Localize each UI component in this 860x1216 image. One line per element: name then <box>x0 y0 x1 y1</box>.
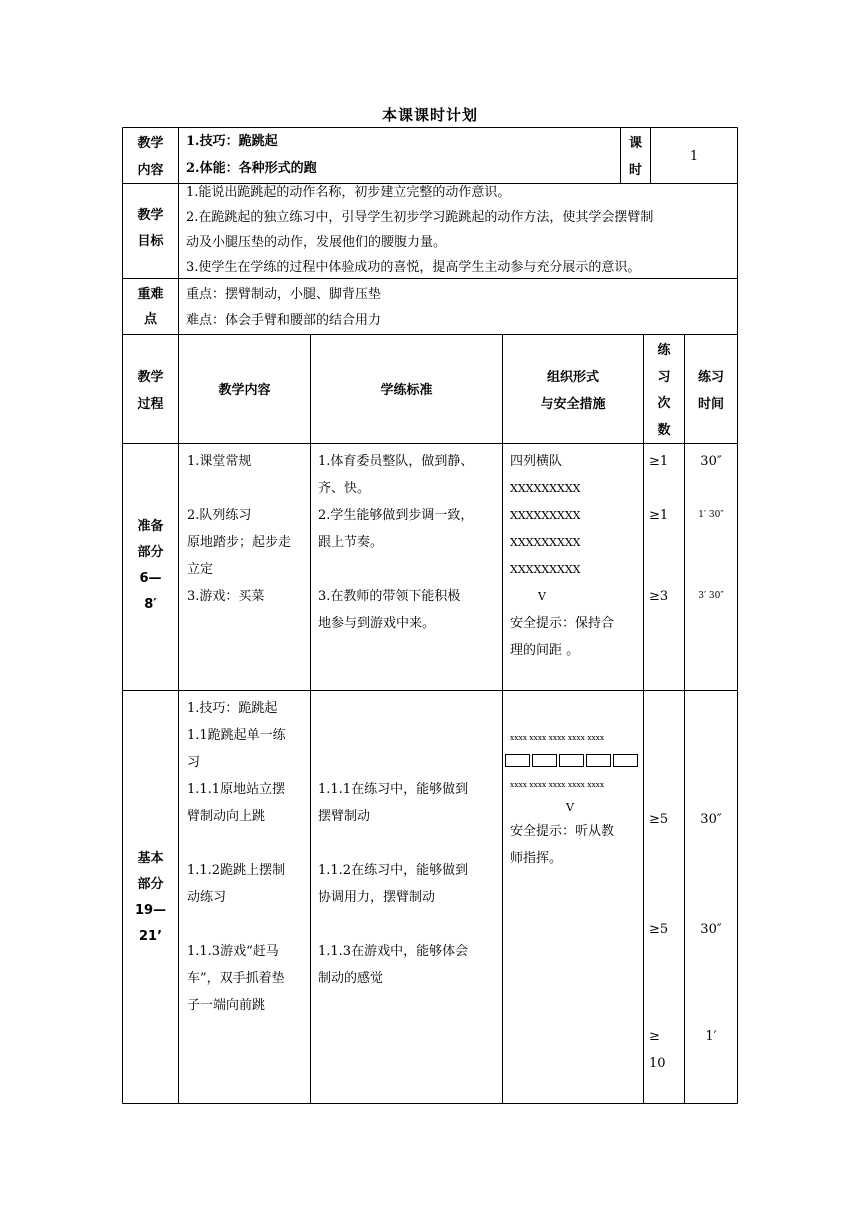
prep-content-line: 3.游戏：买菜 <box>187 589 265 604</box>
time-value: 3′ 30″ <box>698 591 724 601</box>
prep-standard-line: 齐、快。 <box>318 481 371 496</box>
basic-times <box>685 806 737 1050</box>
col-organization: 组织形式 与安全措施 <box>540 370 606 412</box>
mat-icon <box>613 754 638 767</box>
mat-icon <box>505 754 530 767</box>
count-value: ≥5 <box>649 812 669 827</box>
safety-tip: 理的间距 。 <box>510 643 580 658</box>
prep-content <box>187 448 309 610</box>
basic-content-line <box>187 830 309 857</box>
prep-standard-line: 跟上节奏。 <box>318 535 384 550</box>
basic-content-line: 1.1.2跪跳上摆制 <box>187 863 286 878</box>
prep-organization <box>510 448 642 664</box>
prep-standard <box>318 448 500 637</box>
time-value: 30″ <box>700 454 722 469</box>
prep-content-line: 原地踏步；起步走 <box>187 535 292 550</box>
teacher-marker: V <box>538 590 546 603</box>
time-value: 30″ <box>700 812 722 827</box>
formation-row: XXXXXXXXX <box>510 563 581 576</box>
basic-content-line: 车”，双手抓着垫 <box>187 971 285 986</box>
prep-content-line <box>187 475 309 502</box>
basic-counts <box>649 806 683 1077</box>
count-value: ≥1 <box>649 454 669 469</box>
goals-label: 教学 目标 <box>137 208 164 249</box>
formation-row: XXXXXXXXX <box>510 509 581 522</box>
prep-times <box>685 448 737 610</box>
page-title: 本课课时计划 <box>381 106 478 124</box>
content-label: 教学 内容 <box>137 136 164 178</box>
safety-tip: 安全提示：保持合 <box>510 616 615 631</box>
basic-content-line: 习 <box>187 755 201 770</box>
basic-content-line: 1.1.3游戏“赶马 <box>187 944 279 959</box>
prep-standard-line: 地参与到游戏中来。 <box>318 616 436 631</box>
basic-content-line: 子一端向前跳 <box>187 998 266 1013</box>
count-value: ≥1 <box>649 508 669 523</box>
basic-standard-line: 1.1.1在练习中，能够做到 <box>318 782 469 797</box>
time-value: 30″ <box>700 922 722 937</box>
basic-content-line: 1.1跪跳起单一练 <box>187 728 286 743</box>
key-point: 重点：摆臂制动，小腿、脚背压垫 <box>186 287 382 302</box>
basic-standard-line <box>318 911 500 938</box>
basic-content-line: 1.技巧：跪跳起 <box>187 701 278 716</box>
goals-list <box>186 180 734 280</box>
prep-standard-line: 1.体育委员整队，做到静、 <box>318 454 474 469</box>
basic-standard-line: 1.1.3在游戏中，能够体会 <box>318 944 469 959</box>
basic-organization <box>510 724 642 872</box>
basic-standard-line: 制动的感觉 <box>318 971 384 986</box>
col-process: 教学 过程 <box>137 370 164 412</box>
basic-label: 基本 部分 19— 21’ <box>134 851 167 944</box>
basic-standard-line: 摆臂制动 <box>318 809 371 824</box>
lesson-plan-table <box>122 127 738 1104</box>
prep-standard-line: 2.学生能够做到步调一致， <box>318 508 474 523</box>
basic-content-line <box>187 911 309 938</box>
time-value: 1′ <box>705 1029 717 1044</box>
basic-content <box>187 695 309 1019</box>
count-value: ≥ 10 <box>649 1029 666 1071</box>
col-content: 教学内容 <box>218 383 271 398</box>
basic-content-line: 臂制动向上跳 <box>187 809 266 824</box>
count-value: ≥3 <box>649 589 669 604</box>
student-row: xxxx xxxx xxxx xxxx xxxx <box>510 780 605 789</box>
col-standard: 学练标准 <box>380 383 433 398</box>
mat-icon <box>586 754 611 767</box>
time-value: 1′ 30″ <box>698 510 724 520</box>
prep-content-line: 立定 <box>187 562 214 577</box>
goal-item: 3.使学生在学练的过程中体验成功的喜悦，提高学生主动参与充分展示的意识。 <box>186 260 641 275</box>
prep-counts <box>649 448 683 610</box>
content-line-2: 2.体能：各种形式的跑 <box>186 161 317 176</box>
basic-standard-line <box>318 830 500 857</box>
formation-row: XXXXXXXXX <box>510 482 581 495</box>
prep-content-line: 1.课堂常规 <box>187 454 252 469</box>
mat-icon <box>559 754 584 767</box>
lesson-label: 课 时 <box>628 136 642 178</box>
teacher-marker: V <box>566 801 574 814</box>
keypoints-label: 重难 点 <box>137 287 164 327</box>
safety-tip: 安全提示：听从教 <box>510 824 615 839</box>
basic-standard-line: 协调用力，摆臂制动 <box>318 890 436 905</box>
difficult-point: 难点：体会手臂和腰部的结合用力 <box>186 313 382 328</box>
formation-row: XXXXXXXXX <box>510 536 581 549</box>
student-row: xxxx xxxx xxxx xxxx xxxx <box>510 733 605 742</box>
basic-standard <box>318 776 500 992</box>
prep-label: 准备 部分 6— 8′ <box>137 519 164 612</box>
prep-content-line: 2.队列练习 <box>187 508 252 523</box>
basic-content-line: 1.1.1原地站立摆 <box>187 782 286 797</box>
mat-icon <box>532 754 557 767</box>
lesson-value: 1 <box>689 149 699 164</box>
prep-standard-line: 3.在教师的带领下能积极 <box>318 589 461 604</box>
goal-item: 1.能说出跪跳起的动作名称，初步建立完整的动作意识。 <box>186 185 511 200</box>
col-time: 练习 时间 <box>697 370 724 412</box>
prep-standard-line <box>318 556 500 583</box>
goal-item: 动及小腿压垫的动作，发展他们的腰腹力量。 <box>186 235 447 250</box>
goal-item: 2.在跪跳起的独立练习中，引导学生初步学习跪跳起的动作方法，使其学会摆臂制 <box>186 210 654 225</box>
safety-tip: 师指挥。 <box>510 851 563 866</box>
basic-content-line: 动练习 <box>187 890 227 905</box>
formation-title: 四列横队 <box>510 454 563 469</box>
basic-standard-line: 1.1.2在练习中，能够做到 <box>318 863 469 878</box>
col-count: 练 习 次 数 <box>657 343 671 438</box>
content-line-1: 1.技巧：跪跳起 <box>186 134 278 149</box>
mats-row <box>505 751 642 771</box>
count-value: ≥5 <box>649 922 669 937</box>
